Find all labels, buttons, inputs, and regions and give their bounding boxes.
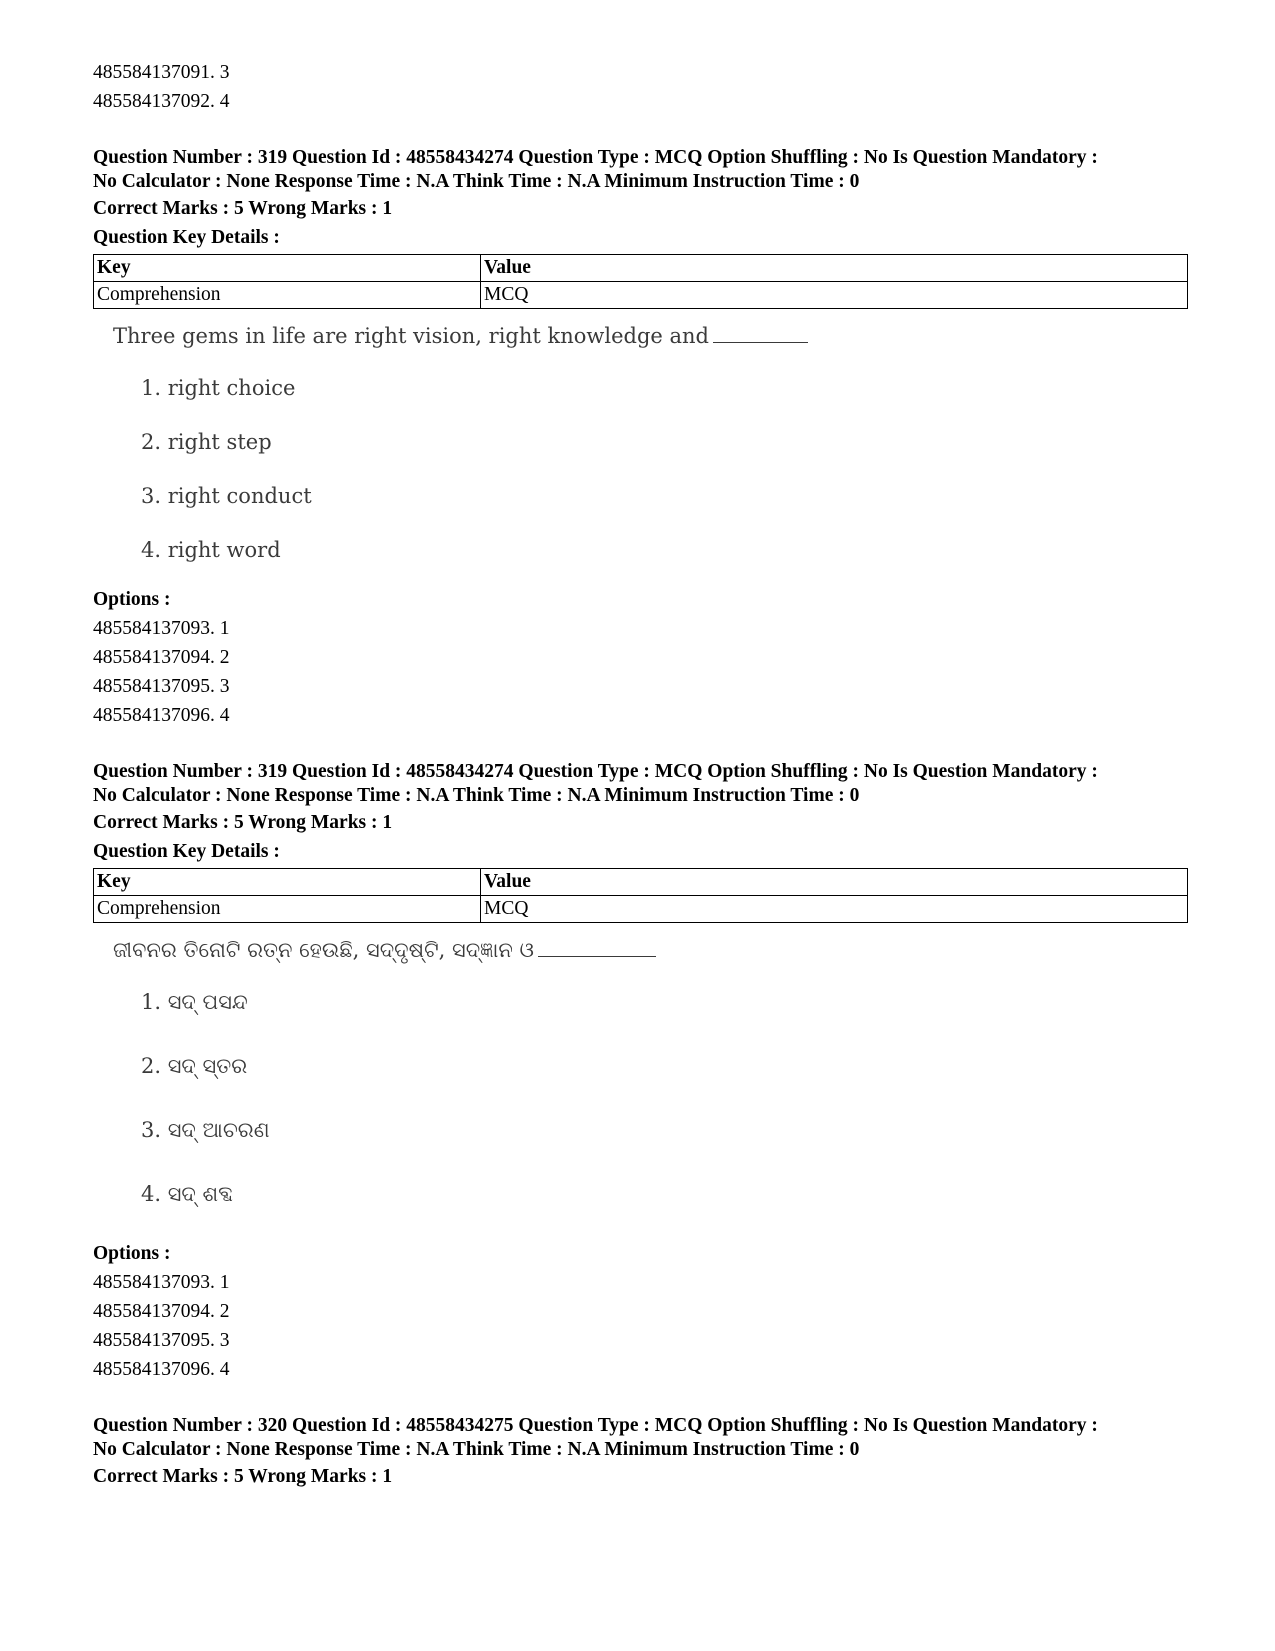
table-cell-key: Comprehension	[94, 896, 481, 923]
table-header-row	[94, 255, 1188, 282]
table-row	[94, 282, 1188, 309]
choice-item: 4. ସଦ୍ ଶବ୍ଦ	[141, 1182, 234, 1206]
table-cell-key: Comprehension	[94, 282, 481, 309]
choice-item: 2. ସଦ୍ ସ୍ତର	[141, 1054, 248, 1078]
question-block-320	[93, 1414, 1188, 1491]
table-header-key: Key	[94, 869, 481, 896]
question-meta-line-2: No Calculator : None Response Time : N.A Think Time : N.A Minimum Instruction Time : 0	[93, 785, 860, 806]
table-row	[94, 896, 1188, 923]
question-stem	[113, 935, 1188, 965]
question-meta-line-1: Question Number : 319 Question Id : 48558434274 Question Type : MCQ Option Shuffling : No Is Question Mandatory :	[93, 761, 1098, 782]
choice-list	[113, 987, 1188, 1209]
choice-item: 2. right step	[141, 430, 272, 454]
question-scan	[113, 935, 1188, 1209]
option-line: 485584137095. 3	[93, 1330, 230, 1351]
choice-list	[113, 373, 1188, 565]
option-line: 485584137094. 2	[93, 647, 230, 668]
question-key-table	[93, 868, 1188, 923]
question-scan	[113, 321, 1188, 565]
question-key-table	[93, 254, 1188, 309]
marks-line: Correct Marks : 5 Wrong Marks : 1	[93, 812, 393, 833]
question-meta-line-1: Question Number : 320 Question Id : 48558434275 Question Type : MCQ Option Shuffling : No Is Question Mandatory :	[93, 1415, 1098, 1436]
option-line: 485584137096. 4	[93, 1359, 230, 1380]
option-line: 485584137095. 3	[93, 676, 230, 697]
table-header-value: Value	[481, 255, 1188, 282]
question-meta-line-1: Question Number : 319 Question Id : 48558434274 Question Type : MCQ Option Shuffling : No Is Question Mandatory :	[93, 147, 1098, 168]
option-line: 485584137093. 1	[93, 618, 230, 639]
options-heading: Options :	[93, 1243, 171, 1264]
question-block-319-odia	[93, 760, 1188, 1384]
question-meta-line-2: No Calculator : None Response Time : N.A Think Time : N.A Minimum Instruction Time : 0	[93, 1439, 860, 1460]
table-cell-value: MCQ	[481, 282, 1188, 309]
choice-item: 3. ସଦ୍ ଆଚରଣ	[141, 1118, 270, 1142]
choice-item: 4. right word	[141, 538, 281, 562]
question-block-319-english	[93, 146, 1188, 730]
marks-line: Correct Marks : 5 Wrong Marks : 1	[93, 198, 393, 219]
option-line: 485584137093. 1	[93, 1272, 230, 1293]
key-details-heading: Question Key Details :	[93, 227, 280, 248]
document-page	[93, 58, 1188, 1491]
table-header-key: Key	[94, 255, 481, 282]
marks-line: Correct Marks : 5 Wrong Marks : 1	[93, 1466, 393, 1487]
fill-blank	[713, 324, 808, 343]
question-stem	[113, 321, 1188, 351]
choice-item: 3. right conduct	[141, 484, 312, 508]
question-stem-text: ଜୀବନର ତିନୋଟି ରତ୍ନ ହେଉଛି, ସଦ୍‌ଦୃଷ୍ଟି, ସଦ୍‌ଜ୍ଞାନ ଓ	[113, 938, 535, 962]
question-meta-line-2: No Calculator : None Response Time : N.A Think Time : N.A Minimum Instruction Time : 0	[93, 171, 860, 192]
table-header-row	[94, 869, 1188, 896]
table-cell-value: MCQ	[481, 896, 1188, 923]
option-line: 485584137096. 4	[93, 705, 230, 726]
key-details-heading: Question Key Details :	[93, 841, 280, 862]
choice-item: 1. ସଦ୍ ପସନ୍ଦ	[141, 990, 248, 1014]
options-heading: Options :	[93, 589, 171, 610]
option-line: 485584137092. 4	[93, 91, 230, 112]
table-header-value: Value	[481, 869, 1188, 896]
fill-blank	[538, 938, 656, 957]
question-stem-text: Three gems in life are right vision, right knowledge and	[113, 324, 709, 348]
option-line: 485584137091. 3	[93, 62, 230, 83]
option-line: 485584137094. 2	[93, 1301, 230, 1322]
choice-item: 1. right choice	[141, 376, 296, 400]
